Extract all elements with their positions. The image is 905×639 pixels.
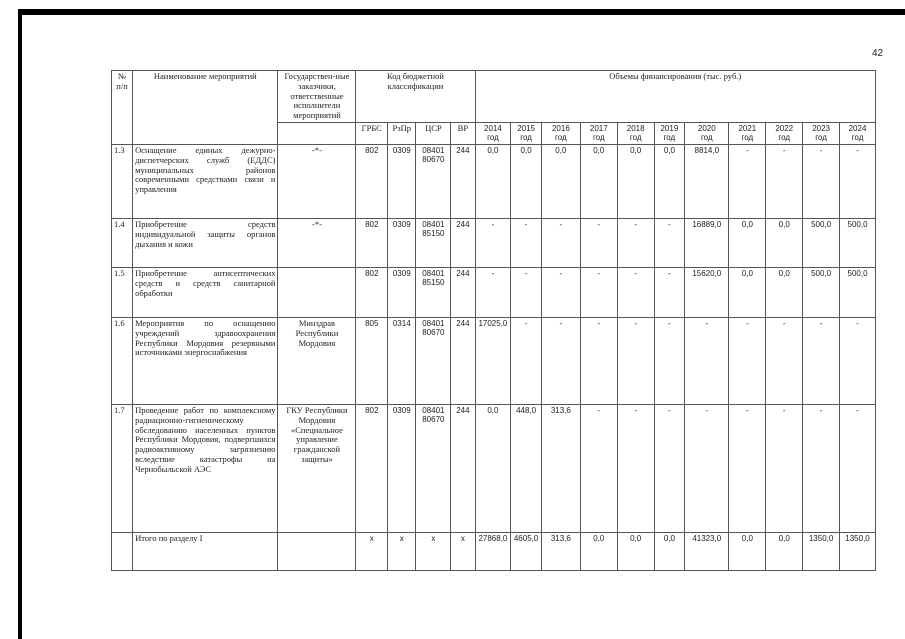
row-value: 0,0: [729, 268, 766, 318]
total-value: 0,0: [617, 533, 654, 571]
header-customers: Государствен-ные заказчики, ответственные исполнители мероприятий: [278, 71, 356, 123]
row-value: -: [541, 318, 580, 405]
row-vr: 244: [451, 268, 475, 318]
row-vr: 244: [451, 145, 475, 219]
row-value: -: [840, 405, 876, 533]
row-number: 1.4: [112, 219, 133, 268]
total-label: Итого по разделу I: [133, 533, 278, 571]
header-budget-code: Код бюджетной классификации: [356, 71, 475, 123]
total-value: 1350,0: [803, 533, 840, 571]
row-value: -: [580, 268, 617, 318]
row-value: 448,0: [511, 405, 542, 533]
row-value: -: [766, 405, 803, 533]
row-grbs: 802: [356, 219, 388, 268]
row-number: 1.7: [112, 405, 133, 533]
year-unit: год: [592, 133, 605, 143]
financing-table: [111, 70, 876, 571]
row-value: -: [541, 219, 580, 268]
row-value: -: [654, 268, 685, 318]
header-name: Наименование мероприятий: [133, 71, 278, 145]
row-value: 500,0: [803, 219, 840, 268]
header-year: [511, 123, 542, 145]
header-rzpr: РзПр: [388, 123, 416, 145]
header-year: [766, 123, 803, 145]
row-value: -: [685, 318, 729, 405]
scan-left-edge: [18, 9, 22, 639]
row-value: -: [511, 318, 542, 405]
row-value: -: [654, 219, 685, 268]
row-number: 1.3: [112, 145, 133, 219]
year-unit: год: [487, 133, 499, 143]
year-label: 2023: [812, 124, 830, 133]
row-value: 500,0: [803, 268, 840, 318]
row-value: 0,0: [475, 145, 511, 219]
year-unit: год: [815, 133, 827, 143]
row-value: 0,0: [580, 145, 617, 219]
row-value: -: [541, 268, 580, 318]
row-value: -: [803, 405, 840, 533]
row-value: -: [617, 219, 654, 268]
row-value: -: [729, 405, 766, 533]
total-value: 41323,0: [685, 533, 729, 571]
row-customer: -*-: [278, 145, 356, 219]
row-value: 500,0: [840, 268, 876, 318]
total-value: 0,0: [654, 533, 685, 571]
year-unit: год: [778, 133, 791, 143]
year-unit: год: [555, 133, 567, 143]
year-unit: год: [663, 133, 676, 143]
year-label: 2022: [775, 124, 794, 133]
row-csr: 08401 80670: [416, 318, 451, 405]
scan-top-edge: [22, 9, 905, 15]
row-value: 0,0: [654, 145, 685, 219]
total-customer-blank: [278, 533, 356, 571]
row-grbs: 802: [356, 405, 388, 533]
total-value: 0,0: [580, 533, 617, 571]
row-value: -: [729, 318, 766, 405]
table-row: [112, 145, 876, 219]
row-value: -: [766, 318, 803, 405]
total-value: 4605,0: [511, 533, 542, 571]
row-number: 1.5: [112, 268, 133, 318]
year-unit: год: [629, 133, 642, 143]
row-value: -: [729, 145, 766, 219]
year-unit: год: [741, 133, 754, 143]
row-number: 1.6: [112, 318, 133, 405]
header-year: [617, 123, 654, 145]
row-grbs: 802: [356, 268, 388, 318]
total-value: 1350,0: [840, 533, 876, 571]
year-label: 2015: [517, 124, 535, 133]
table-row: [112, 318, 876, 405]
row-name: Мероприятия по оснащению учреждений здравоохранения Республики Мордовия резервными источниками энергоснабжения: [133, 318, 278, 405]
year-label: 2024: [848, 124, 867, 133]
row-value: -: [511, 219, 542, 268]
row-value: -: [654, 318, 685, 405]
row-value: -: [580, 405, 617, 533]
row-value: -: [617, 268, 654, 318]
year-label: 2019: [660, 124, 679, 133]
row-name: Приобретение средств индивидуальной защиты органов дыхания и кожи: [133, 219, 278, 268]
year-label: 2016: [551, 124, 570, 133]
header-year: [803, 123, 840, 145]
row-value: -: [840, 318, 876, 405]
header-volumes: Объемы финансирования (тыс. руб.): [475, 71, 875, 123]
row-customer: ГКУ Республики Мордовия «Специальное управление гражданской защиты»: [278, 405, 356, 533]
header-year: [729, 123, 766, 145]
row-value: -: [511, 268, 542, 318]
row-name: Проведение работ по комплексному радиационно-гигиеническому обследованию населенных пунктов Республики Мордовия, подвергшихся радиоактивному загрязнению вследствие катастрофы на Чернобыльской АЭС: [133, 405, 278, 533]
row-value: -: [803, 145, 840, 219]
header-customers-blank: [278, 123, 356, 145]
row-value: 16889,0: [685, 219, 729, 268]
total-value: 0,0: [729, 533, 766, 571]
row-value: 0,0: [511, 145, 542, 219]
page-number: 42: [872, 48, 884, 59]
row-value: -: [580, 318, 617, 405]
row-customer: Минздрав Республики Мордовия: [278, 318, 356, 405]
row-name: Оснащение единых дежурно-диспетчерских служб (ЕДДС) муниципальных районов современными средствами связи и управления: [133, 145, 278, 219]
row-csr: 08401 80670: [416, 405, 451, 533]
row-value: -: [475, 219, 511, 268]
row-vr: 244: [451, 219, 475, 268]
row-customer: [278, 268, 356, 318]
row-value: 0,0: [617, 145, 654, 219]
row-value: 313,6: [541, 405, 580, 533]
row-vr: 244: [451, 318, 475, 405]
row-value: 15620,0: [685, 268, 729, 318]
row-value: -: [766, 145, 803, 219]
row-rzpr: 0309: [388, 268, 416, 318]
year-label: 2021: [738, 124, 757, 133]
total-value: 0,0: [766, 533, 803, 571]
year-unit: год: [700, 133, 713, 143]
row-value: 8814,0: [685, 145, 729, 219]
total-vr: x: [451, 533, 475, 571]
row-rzpr: 0309: [388, 145, 416, 219]
row-value: -: [580, 219, 617, 268]
row-customer: -*-: [278, 219, 356, 268]
row-csr: 08401 85150: [416, 268, 451, 318]
row-value: 0,0: [541, 145, 580, 219]
total-csr: x: [416, 533, 451, 571]
header-year: [541, 123, 580, 145]
row-vr: 244: [451, 405, 475, 533]
header-grbs: ГРБС: [356, 123, 388, 145]
year-label: 2017: [589, 124, 608, 133]
total-row: [112, 533, 876, 571]
total-value: 313,6: [541, 533, 580, 571]
header-year: [580, 123, 617, 145]
row-rzpr: 0314: [388, 318, 416, 405]
header-year: [475, 123, 511, 145]
row-value: 500,0: [840, 219, 876, 268]
total-value: 27868,0: [475, 533, 511, 571]
row-value: 0,0: [729, 219, 766, 268]
row-value: -: [803, 318, 840, 405]
row-value: -: [654, 405, 685, 533]
header-year: [685, 123, 729, 145]
header-year: [840, 123, 876, 145]
row-value: -: [840, 145, 876, 219]
header-vr: ВР: [451, 123, 475, 145]
year-unit: год: [851, 133, 864, 143]
row-value: -: [617, 405, 654, 533]
header-year: [654, 123, 685, 145]
row-value: 17025,0: [475, 318, 511, 405]
row-name: Приобретение антисептических средств и средств санитарной обработки: [133, 268, 278, 318]
row-value: -: [617, 318, 654, 405]
table-row: [112, 405, 876, 533]
row-value: -: [475, 268, 511, 318]
total-num-blank: [112, 533, 133, 571]
row-value: 0,0: [475, 405, 511, 533]
row-value: 0,0: [766, 268, 803, 318]
year-label: 2014: [484, 124, 502, 133]
header-csr: ЦСР: [416, 123, 451, 145]
header-num: № п/п: [112, 71, 133, 145]
year-unit: год: [520, 133, 532, 143]
row-csr: 08401 80670: [416, 145, 451, 219]
row-value: -: [685, 405, 729, 533]
table-row: [112, 219, 876, 268]
row-csr: 08401 85150: [416, 219, 451, 268]
row-grbs: 802: [356, 145, 388, 219]
row-rzpr: 0309: [388, 219, 416, 268]
year-label: 2018: [626, 124, 645, 133]
table-row: [112, 268, 876, 318]
row-grbs: 805: [356, 318, 388, 405]
total-grbs: x: [356, 533, 388, 571]
year-label: 2020: [697, 124, 716, 133]
row-rzpr: 0309: [388, 405, 416, 533]
row-value: 0,0: [766, 219, 803, 268]
total-rzpr: x: [388, 533, 416, 571]
